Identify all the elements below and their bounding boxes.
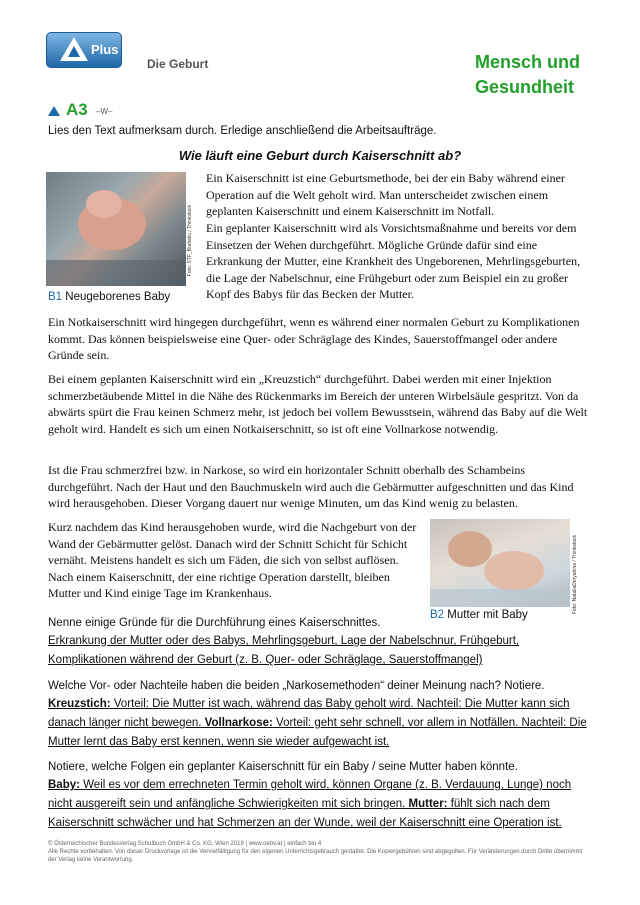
task-2-answer: Kreuzstich: Vorteil: Die Mutter ist wach, während das Baby geholt wird. Nachteil: Die Mutter kann sich danach länger nicht bewegen. Vollnarkose: Vorteil: geht sehr schnell, vor allem in Notfällen. Nachteil: Die Mutter lernt das Baby erst kennen, wenn sie wieder aufgewacht ist. xyxy=(48,698,587,748)
section-id: A3 xyxy=(66,100,88,119)
section-triangle-icon xyxy=(48,106,60,116)
task-3-question: Notiere, welche Folgen ein geplanter Kaiserschnitt für ein Baby / seine Mutter haben könnte. xyxy=(48,761,518,773)
topic-label: Die Geburt xyxy=(147,57,209,71)
paragraph-1: Ein Kaiserschnitt ist eine Geburtsmethode, bei der ein Baby während einer Operation auf die Welt geholt wird. Man unterscheidet zwischen einem geplanten Kaiserschnitt und einem Kaiserschnitt im Notfall. xyxy=(206,171,565,219)
subject-title: Mensch und Gesundheit xyxy=(475,52,581,97)
copyright-footer: © Österreichischer Bundesverlag Schulbuch GmbH & Co. KG, Wien 2019 | www.oebv.at | einfach bio 4 Alle Rechte vorbehalten. Von dieser Druckvorlage ist die Vervielfältigung für den eigenen Unterrichtsgebrauch gestattet. Die Kopiergebühren sind abgegolten. Für Veränderungen durch Dritte übernimmt der Verlag keine Verantwortung. xyxy=(48,841,583,863)
b1-caption: B1 Neugeborenes Baby xyxy=(48,291,171,303)
b2-photo-credit: Foto: NataliaDeryabina / Thinkstock xyxy=(572,535,578,615)
section-level: –W– xyxy=(96,107,113,116)
task-3-answer: Baby: Weil es vor dem errechneten Termin geholt wird, können Organe (z. B. Verdauung, Lunge) noch nicht ausgereift sein und anfängliche Schwierigkeiten mit sich bringen. Mutter: fühlt sich nach dem Kaiserschnitt schwächer und hat Schmerzen an der Wunde, weil der Kaiserschnitt eine Operation ist. xyxy=(48,779,572,829)
task-1-answer: Erkrankung der Mutter oder des Babys, Mehrlingsgeburt, Lage der Nabelschnur, Frühgeburt, Komplikationen während der Geburt (z. B. Quer- oder Schräglage, Sauerstoffmangel) xyxy=(48,635,520,666)
paragraph-2: Ein geplanter Kaiserschnitt wird als Vorsichtsmaßnahme und bereits vor dem Einsetzen der Wehen durchgeführt. Mögliche Gründe dafür sind eine Erkrankung der Mutter, eine Krankheit des Ungeborenen, Mehrlingsgeburten, die Lage der Nabelschnur, eine Frühgeburt oder zum Beispiel ein zu großer Kopf des Babys für das Becken der Mutter. xyxy=(206,221,581,302)
instruction-text: Lies den Text aufmerksam durch. Erledige anschließend die Arbeitsaufträge. xyxy=(48,125,437,137)
worksheet-title: Wie läuft eine Geburt durch Kaiserschnitt ab? xyxy=(178,148,462,163)
b2-caption: B2 Mutter mit Baby xyxy=(430,609,528,621)
newborn-baby-photo xyxy=(46,172,186,286)
logo-text: Plus xyxy=(91,42,119,57)
mother-with-baby-photo xyxy=(430,519,570,607)
publisher-logo xyxy=(46,32,122,68)
paragraph-5: Ist die Frau schmerzfrei bzw. in Narkose, so wird ein horizontaler Schnitt oberhalb des Schambeins durchgeführt. Nach der Haut und den Bauchmuskeln wird auch die Gebärmutter aufgeschnitten und das Kind wird herausgehoben. Dieser Vorgang dauert nur wenige Minuten, um das Kind wenig zu belasten. xyxy=(48,463,574,511)
task-2-question: Welche Vor- oder Nachteile haben die beiden „Narkosemethoden“ deiner Meinung nach? Notiere. xyxy=(48,680,545,692)
b1-photo-credit: Foto: STF_Brabeliu / Thinkstock xyxy=(187,205,193,277)
paragraph-4: Bei einem geplanten Kaiserschnitt wird ein „Kreuzstich“ durchgeführt. Dabei werden mit einer Injektion schmerzbetäubende Mittel in die Nähe des Rückenmarks im Bereich der unteren Wirbelsäule gespritzt. Von da abwärts spürt die Frau keinen Schmerz mehr, ist jedoch bei vollem Bewusstsein, während das Baby auf die Welt geholt wird. Handelt es sich um einen Notkaiserschnitt, so ist oft eine Vollnarkose notwendig. xyxy=(48,372,588,436)
paragraph-3: Ein Notkaiserschnitt wird hingegen durchgeführt, wenn es während einer normalen Geburt zu Komplikationen kommt. Das können beispielsweise eine Quer- oder Schräglage des Kindes, Sauerstoffmangel oder andere Gründe sein. xyxy=(48,315,580,363)
paragraph-6: Kurz nachdem das Kind herausgehoben wurde, wird die Nachgeburt von der Wand der Gebärmutter gelöst. Danach wird der Schnitt Schicht für Schicht vernäht. Meistens handelt es sich um Fäden, die sich von selbst auflösen. Nach einem Kaiserschnitt, der eine richtige Operation darstellt, bleiben Mutter und Kind einige Tage im Krankenhaus. xyxy=(48,520,417,601)
task-1-question: Nenne einige Gründe für die Durchführung eines Kaiserschnittes. xyxy=(48,617,381,629)
